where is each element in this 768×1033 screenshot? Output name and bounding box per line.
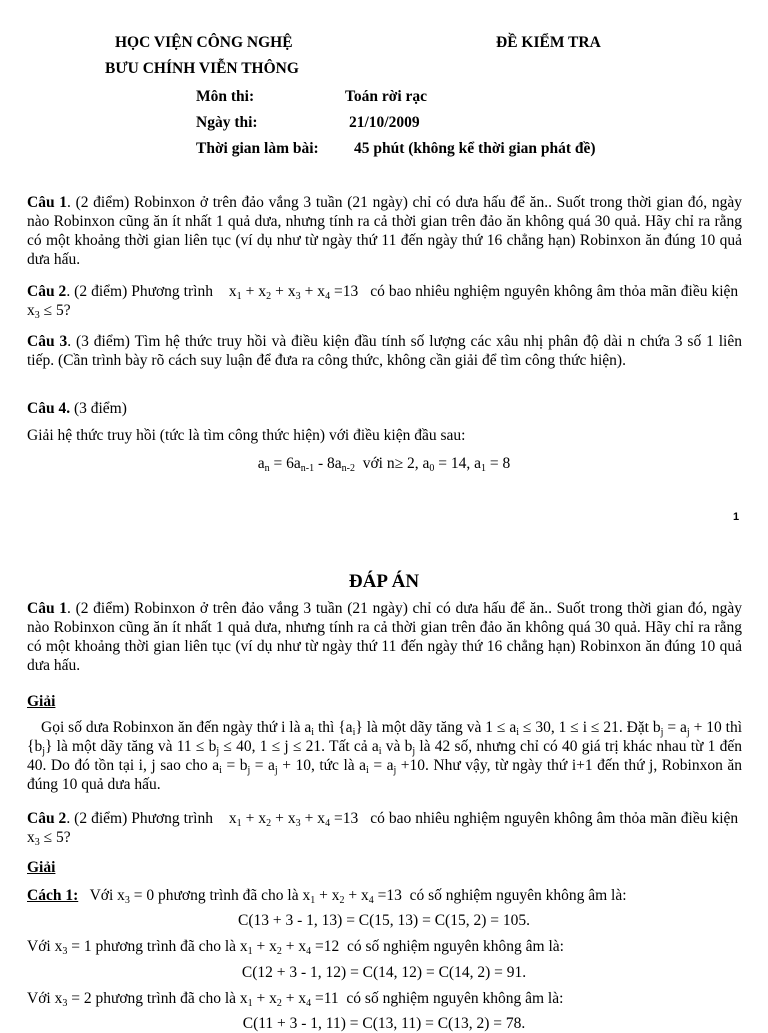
method-1-label: Cách 1: [27, 887, 79, 904]
answer-2-text-b: có bao nhiêu nghiệm nguyên không âm thỏa mãn điều kiện [370, 810, 739, 827]
answer-1-question [27, 599, 742, 675]
date-value: 21/10/2009 [349, 114, 420, 131]
subject-value: Toán rời rạc [345, 88, 428, 105]
subject-label: Môn thi: [196, 88, 255, 105]
page-number: 1 [733, 511, 740, 523]
answer-2-condition: $x_3 \le 5$? [27, 829, 71, 848]
question-2-equation: $x_1 + x_2 + x_3 + x_4 =13$ [228, 283, 359, 302]
answer-2-equation: $x_1 + x_2 + x_3 + x_4 =13$ [228, 810, 359, 829]
answer-title: ĐÁP ÁN [348, 571, 420, 592]
solution-1-text: Gọi số dưa Robinxon ăn đến ngày thứ i là $a_i$ thì $\{a_i\}$ là một dãy tăng và $1 \le a_i \le 30$, 1 ≤ i ≤ 21. Đặt $b_j = a_j + 10$ thì $\{b_j\}$ là một dãy tăng và $11 \le b_j \le 40$, 1 ≤ j ≤ 21. Tất cả $a_i$ và $b_j$ là 42 số, nhưng chỉ có 40 giá trị khác nhau từ 1 đến 40. Do đó tồn tại i, j sao cho $a_i = b_j = a_j + 10$, tức là $a_i = a_j +10$. Như vậy, từ ngày thứ i+1 đến thứ j, Robinxon ăn đúng 10 quả dưa hấu. [27, 719, 743, 793]
case-0-result: C(13 + 3 - 1, 13) = C(15, 13) = C(15, 2) = 105. [238, 912, 530, 929]
question-3 [27, 332, 742, 370]
case-0-text: Cách 1: Với $x_3 = 0$ phương trình đã cho là $x_1 + x_2 + x_4 =13$ có số nghiệm nguyên không âm là: [27, 887, 627, 906]
duration-label: Thời gian làm bài: [196, 140, 319, 157]
question-1-text: . (2 điểm) Robinxon ở trên đảo vắng 3 tuần (21 ngày) chỉ có dưa hấu để ăn.. Suốt trong thời gian đó, ngày nào Robinxon cũng ăn ít nhất 1 quả dưa, nhưng tính ra cả thời gian trên đảo ăn không quá 30 quả. Hãy chỉ ra rằng có một khoảng thời gian liên tục (ví dụ như từ ngày thứ 11 đến ngày thứ 16 chẳng hạn) Robinxon ăn đúng 10 quả dưa hấu. [27, 194, 742, 268]
question-2 [27, 282, 742, 320]
question-2-label: Câu 2 [27, 283, 67, 300]
answer-1-label: Câu 1 [27, 600, 68, 617]
question-4-heading [27, 399, 742, 418]
question-1 [27, 193, 742, 269]
school-name-line1: HỌC VIỆN CÔNG NGHỆ [115, 34, 293, 51]
school-name-line2: BƯU CHÍNH VIỄN THÔNG [105, 60, 299, 77]
duration-value: 45 phút (không kể thời gian phát đề) [354, 140, 596, 157]
question-4-label: Câu 4. [27, 400, 71, 417]
case-2-result: C(11 + 3 - 1, 11) = C(13, 11) = C(13, 2) = 78. [242, 1015, 526, 1032]
answer-1-question-text: . (2 điểm) Robinxon ở trên đảo vắng 3 tuần (21 ngày) chỉ có dưa hấu để ăn.. Suốt trong thời gian đó, ngày nào Robinxon cũng ăn ít nhất 1 quả dưa, nhưng tính ra cả thời gian trên đảo ăn không quá 30 quả. Hãy chỉ ra rằng có một khoảng thời gian liên tục (ví dụ như từ ngày thứ 11 đến ngày thứ 16 chẳng hạn) Robinxon ăn đúng 10 quả dưa hấu. [27, 600, 742, 674]
answer-2-text-a: . (2 điểm) Phương trình [66, 810, 213, 827]
question-3-label: Câu 3 [27, 333, 68, 350]
exam-title: ĐỀ KIỂM TRA [496, 34, 601, 51]
case-2-text: Với $x_3 = 2$ phương trình đã cho là $x_1 + x_2 + x_4 =11$ có số nghiệm nguyên không âm là: [27, 990, 564, 1009]
question-4-points: (3 điểm) [73, 400, 127, 417]
answer-2-question [27, 809, 742, 847]
question-1-label: Câu 1 [27, 194, 68, 211]
case-1-text: Với $x_3 = 1$ phương trình đã cho là $x_1 + x_2 + x_4 =12$ có số nghiệm nguyên không âm là: [27, 938, 564, 957]
question-4-formula: $a_n = 6a_{n-1} - 8a_{n-2}$ với n≥ 2, $a_0 = 14$, $a_1 = 8$ [257, 455, 511, 474]
question-3-text: . (3 điểm) Tìm hệ thức truy hồi và điều kiện đầu tính số lượng các xâu nhị phân độ dài n chứa 3 số 1 liên tiếp. (Cần trình bày rõ cách suy luận để đưa ra công thức, không cần giải để tìm công thức hiện). [27, 333, 742, 369]
solution-2-heading: Giải [27, 859, 56, 876]
question-2-text-b: có bao nhiêu nghiệm nguyên không âm thỏa mãn điều kiện [370, 283, 739, 300]
date-label: Ngày thi: [196, 114, 258, 131]
case-1-result: C(12 + 3 - 1, 12) = C(14, 12) = C(14, 2) = 91. [241, 964, 527, 981]
answer-2-label: Câu 2 [27, 810, 67, 827]
question-2-text-a: . (2 điểm) Phương trình [66, 283, 213, 300]
question-4-text: Giải hệ thức truy hồi (tức là tìm công thức hiện) với điều kiện đầu sau: [27, 427, 466, 444]
question-2-condition: $x_3 \le 5$? [27, 302, 71, 321]
solution-1-heading: Giải [27, 693, 56, 710]
